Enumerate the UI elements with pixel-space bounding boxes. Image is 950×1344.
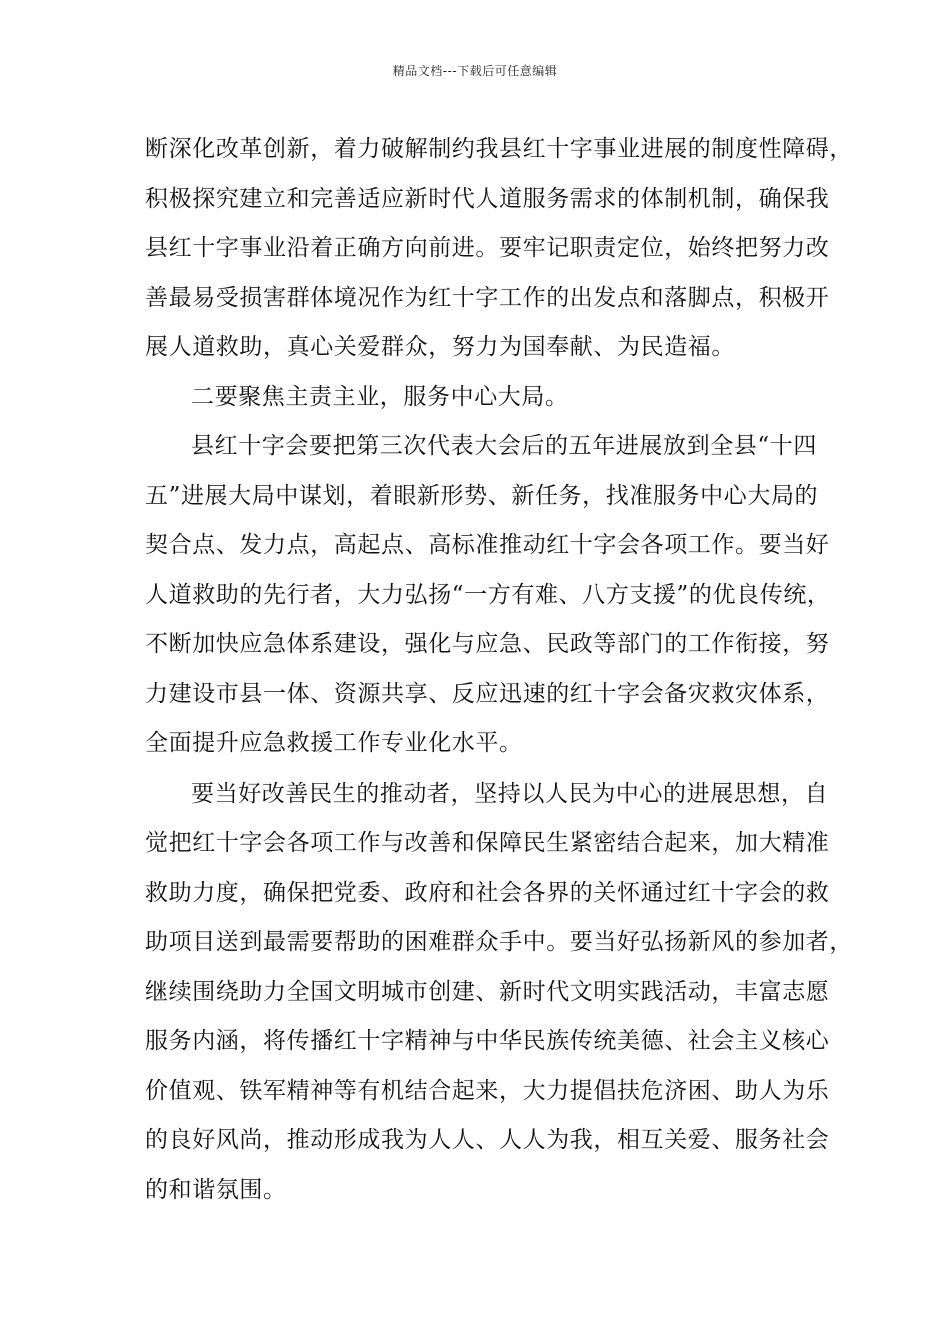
text-line: 的和谐氛围。	[145, 1176, 287, 1203]
text-line: 契合点、发力点，高起点、高标准推动红十字会各项工作。要当好	[145, 532, 830, 558]
text-line: 县红十字会要把第三次代表大会后的五年进展放到全县“十四	[191, 433, 817, 459]
text-line: 人道救助的先行者，大力弘扬“一方有难、八方支援”的优良传统，	[145, 581, 831, 608]
text-line: 不断加快应急体系建设，强化与应急、民政等部门的工作衔接，努	[145, 631, 830, 657]
text-line: 要当好改善民生的推动者，坚持以人民为中心的进展思想，自	[191, 780, 829, 807]
text-line: 善最易受损害群体境况作为红十字工作的出发点和落脚点，积极开	[145, 284, 830, 311]
text-line: 价值观、铁军精神等有机结合起来，大力提倡扶危济困、助人为乐	[145, 1077, 830, 1104]
text-line: 县红十字事业沿着正确方向前进。要牢记职责定位，始终把努力改	[145, 235, 830, 261]
text-line: 五”进展大局中谋划，着眼新形势、新任务，找准服务中心大局的	[145, 482, 819, 509]
document-body	[145, 125, 853, 1215]
text-line: 救助力度，确保把党委、政府和社会各界的关怀通过红十字会的救	[145, 879, 830, 906]
section-heading: 二要聚焦主责主业，服务中心大局。	[191, 383, 569, 410]
text-line: 的良好风尚，推动形成我为人人、人人为我，相互关爱、服务社会	[145, 1127, 830, 1153]
page-header: 精品文档---下载后可任意编辑	[392, 64, 558, 78]
text-line: 积极探究建立和完善适应新时代人道服务需求的体制机制，确保我	[145, 185, 830, 212]
text-line: 助项目送到最需要帮助的困难群众手中。要当好弘扬新风的参加者，	[145, 929, 853, 955]
text-line: 全面提升应急救援工作专业化水平。	[145, 730, 523, 756]
text-line: 服务内涵，将传播红十字精神与中华民族传统美德、社会主义核心	[145, 1028, 830, 1054]
text-line: 断深化改革创新，着力破解制约我县红十字事业进展的制度性障碍，	[145, 136, 853, 162]
text-line: 展人道救助，真心关爱群众，努力为国奉献、为民造福。	[145, 334, 735, 360]
text-line: 觉把红十字会各项工作与改善和保障民生紧密结合起来，加大精准	[145, 830, 830, 856]
text-line: 继续围绕助力全国文明城市创建、新时代文明实践活动，丰富志愿	[145, 978, 830, 1005]
text-line: 力建设市县一体、资源共享、反应迅速的红十字会备灾救灾体系，	[145, 680, 830, 707]
